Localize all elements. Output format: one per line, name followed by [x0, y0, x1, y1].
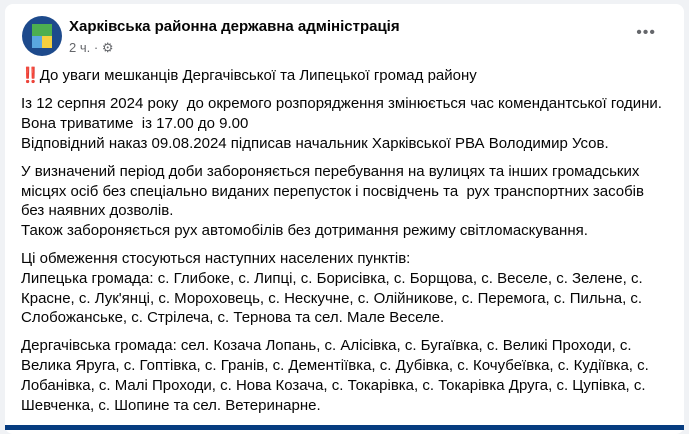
- page-avatar[interactable]: [22, 16, 62, 56]
- more-options-icon[interactable]: •••: [636, 24, 656, 41]
- paragraph: [21, 336, 662, 415]
- text-line: без наявних дозволів.: [21, 202, 174, 220]
- text-line: Також забороняється рух автомобілів без дотримання режиму світломаскування.: [21, 221, 588, 239]
- post-card: [5, 4, 684, 434]
- page-name[interactable]: Харківська районна державна адміністрація: [69, 18, 400, 35]
- paragraph: [21, 94, 662, 153]
- post-time[interactable]: 2 ч.: [69, 40, 91, 55]
- text-line: Красне, с. Лук'янці, с. Мороховець, с. Нескучне, с. Олійникове, с. Перемога, с. Пильна, с.: [21, 289, 643, 307]
- text-line: У визначений період доби забороняється перебування на вулицях та інших громадських: [21, 162, 640, 180]
- text-line: Лобанівка, с. Малі Проходи, с. Нова Козача, с. Токарівка, с. Токарівка Друга, с. Цупівка, с.: [21, 376, 646, 394]
- double-exclamation-icon: ‼️: [21, 67, 40, 84]
- text-line: Шевченка, с. Шопине та сел. Ветеринарне.: [21, 396, 321, 414]
- text-line: Велика Яруга, с. Гоптівка, с. Гранів, с. Дементіївка, с. Дубівка, с. Кочубеївка, с. Кудіївка, с.: [21, 357, 649, 375]
- paragraph: [21, 249, 662, 328]
- paragraph: [21, 162, 662, 241]
- post-text: [21, 66, 662, 424]
- text-line: Липецька громада: с. Глибоке, с. Липці, с. Борисівка, с. Борщова, с. Веселе, с. Зелене, с.: [21, 269, 643, 287]
- bottom-bar: [5, 425, 684, 430]
- text-line: Слобожанське, с. Стрілеча, с. Тернова та сел. Мале Веселе.: [21, 309, 445, 327]
- audience-gear-icon[interactable]: ⚙: [101, 40, 114, 55]
- text-line: Вона триватиме із 17.00 до 9.00: [21, 114, 249, 132]
- text-line: Із 12 серпня 2024 року до окремого розпорядження змінюється час комендантської години.: [21, 95, 662, 113]
- text-line: Відповідний наказ 09.08.2024 підписав начальник Харківської РВА Володимир Усов.: [21, 134, 609, 152]
- headline-text: До уваги мешканців Дергачівської та Липецької громад району: [39, 67, 477, 84]
- headline: [21, 66, 662, 86]
- text-line: Ці обмеження стосуються наступних населених пунктів:: [21, 250, 411, 268]
- text-line: місцях осіб без спеціально виданих перепусток і посвідчень та рух транспортних засобів: [21, 182, 644, 200]
- separator: ·: [93, 40, 99, 55]
- post-meta: [69, 40, 113, 56]
- text-line: Дергачівська громада: сел. Козача Лопань, с. Алісівка, с. Бугаївка, с. Великі Проходи, с.: [21, 337, 632, 355]
- coat-of-arms-icon: [32, 24, 52, 48]
